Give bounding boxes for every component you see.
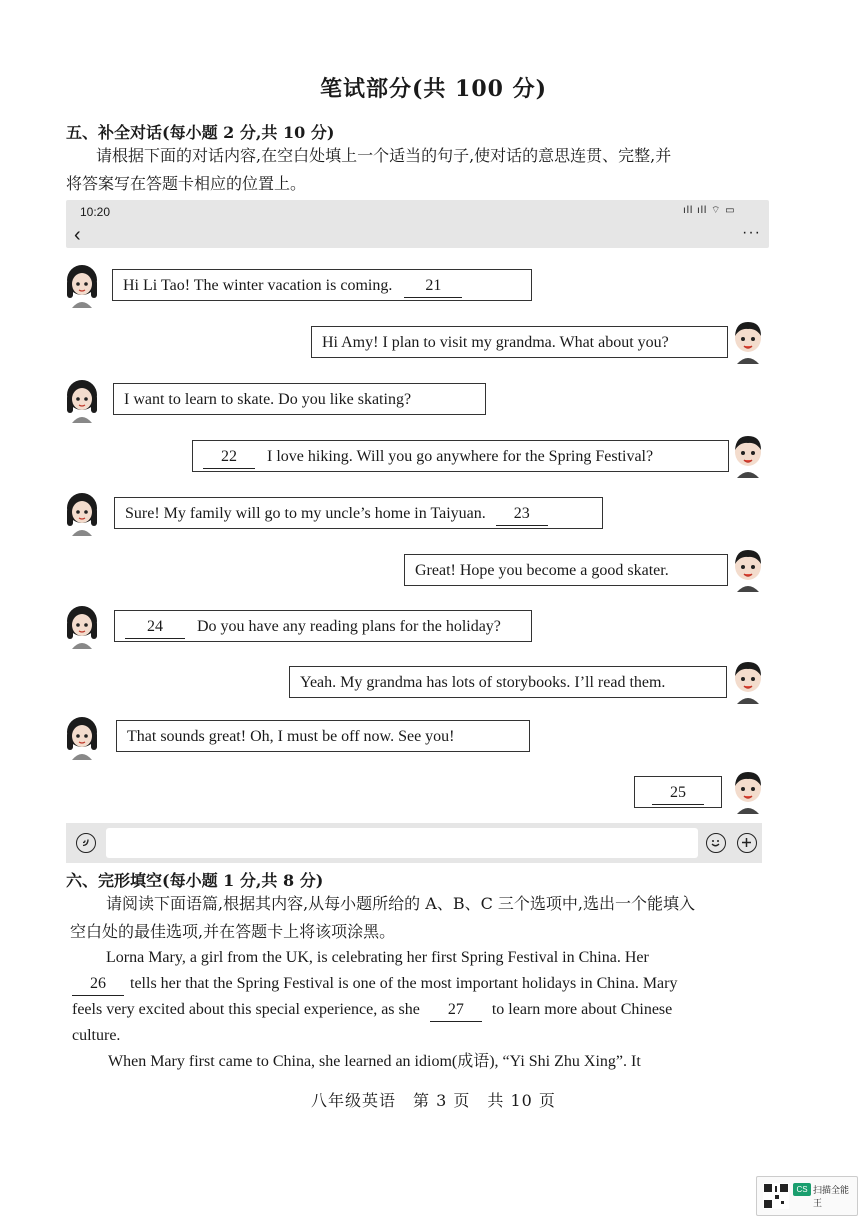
more-options-icon[interactable]: ··· — [742, 224, 761, 241]
watermark-text: 扫描全能王 — [813, 1186, 850, 1209]
chat-bubble-li-tao — [192, 440, 729, 472]
girl-avatar-icon — [64, 490, 100, 536]
chat-bubble-amy — [113, 383, 486, 415]
emoji-icon[interactable] — [706, 833, 726, 853]
bubble-text: That sounds great! Oh, I must be off now. See you! — [127, 728, 455, 745]
voice-icon[interactable] — [76, 833, 96, 853]
passage-line: culture. — [72, 1027, 121, 1044]
section6-heading: 六、完形填空(每小题 1 分,共 8 分) — [66, 871, 324, 890]
cloze-blank[interactable]: 27 — [430, 999, 482, 1022]
chat-bubble-li-tao — [289, 666, 727, 698]
bubble-text: Sure! My family will go to my uncle’s home in Taiyuan. — [125, 505, 486, 522]
bubble-text: I love hiking. Will you go anywhere for the Spring Festival? — [267, 448, 654, 465]
section5-instruction-1: 请根据下面的对话内容,在空白处填上一个适当的句子,使对话的意思连贯、完整,并 — [96, 146, 672, 165]
boy-avatar-icon — [730, 432, 766, 478]
chat-bubble-amy — [112, 269, 532, 301]
signal-wifi-battery-icon: ıll ıll ⌔ ▭ — [683, 205, 736, 216]
passage-line: Lorna Mary, a girl from the UK, is celebrating her first Spring Festival in China. Her — [106, 949, 649, 966]
girl-avatar-icon — [64, 377, 100, 423]
boy-avatar-icon — [730, 658, 766, 704]
chat-bubble-li-tao — [404, 554, 728, 586]
chat-bubble-amy — [114, 497, 603, 529]
boy-avatar-icon — [730, 318, 766, 364]
bubble-text: I want to learn to skate. Do you like skating? — [124, 391, 412, 408]
answer-blank[interactable]: 23 — [496, 503, 548, 526]
girl-avatar-icon — [64, 262, 100, 308]
page-title: 笔试部分(共 100 分) — [319, 76, 548, 102]
cloze-blank[interactable]: 26 — [72, 973, 124, 996]
chat-bubble-li-tao — [311, 326, 728, 358]
passage-line: 26 tells her that the Spring Festival is one of the most important holidays in China. Mary — [72, 970, 677, 998]
bubble-text: Great! Hope you become a good skater. — [415, 562, 669, 579]
bubble-text: Hi Li Tao! The winter vacation is coming. — [123, 277, 393, 294]
camscanner-logo-icon: CS — [793, 1183, 811, 1196]
bubble-text: Hi Amy! I plan to visit my grandma. What about you? — [322, 334, 669, 351]
chat-bubble-amy — [116, 720, 530, 752]
scanner-watermark — [756, 1176, 858, 1216]
girl-avatar-icon — [64, 603, 100, 649]
bubble-text: Do you have any reading plans for the holiday? — [197, 618, 501, 635]
message-input[interactable] — [106, 828, 698, 858]
passage-line: feels very excited about this special experience, as she 27 to learn more about Chinese — [72, 996, 672, 1024]
answer-blank[interactable]: 22 — [203, 446, 255, 469]
answer-blank[interactable]: 25 — [652, 782, 704, 805]
boy-avatar-icon — [730, 768, 766, 814]
passage-line: When Mary first came to China, she learned an idiom(成语), “Yi Shi Zhu Xing”. It — [108, 1053, 641, 1070]
back-chevron-icon[interactable]: ‹ — [74, 224, 81, 246]
answer-blank[interactable]: 24 — [125, 616, 185, 639]
qr-code-icon — [763, 1183, 789, 1209]
section6-instruction-2: 空白处的最佳选项,并在答题卡上将该项涂黑。 — [70, 922, 396, 941]
section5-heading: 五、补全对话(每小题 2 分,共 10 分) — [66, 123, 335, 142]
phone-status-bar — [66, 200, 769, 248]
add-plus-icon[interactable] — [737, 833, 757, 853]
bubble-text: Yeah. My grandma has lots of storybooks. I’ll read them. — [300, 674, 666, 691]
chat-bubble-li-tao — [634, 776, 722, 808]
boy-avatar-icon — [730, 546, 766, 592]
section5-instruction-2: 将答案写在答题卡相应的位置上。 — [66, 174, 307, 193]
girl-avatar-icon — [64, 714, 100, 760]
page-footer: 八年级英语 第 3 页 共 10 页 — [311, 1091, 556, 1110]
phone-time: 10:20 — [80, 205, 111, 219]
section6-instruction-1: 请阅读下面语篇,根据其内容,从每小题所给的 A、B、C 三个选项中,选出一个能填入 — [106, 894, 695, 913]
chat-bubble-amy — [114, 610, 532, 642]
answer-blank[interactable]: 21 — [404, 275, 462, 298]
